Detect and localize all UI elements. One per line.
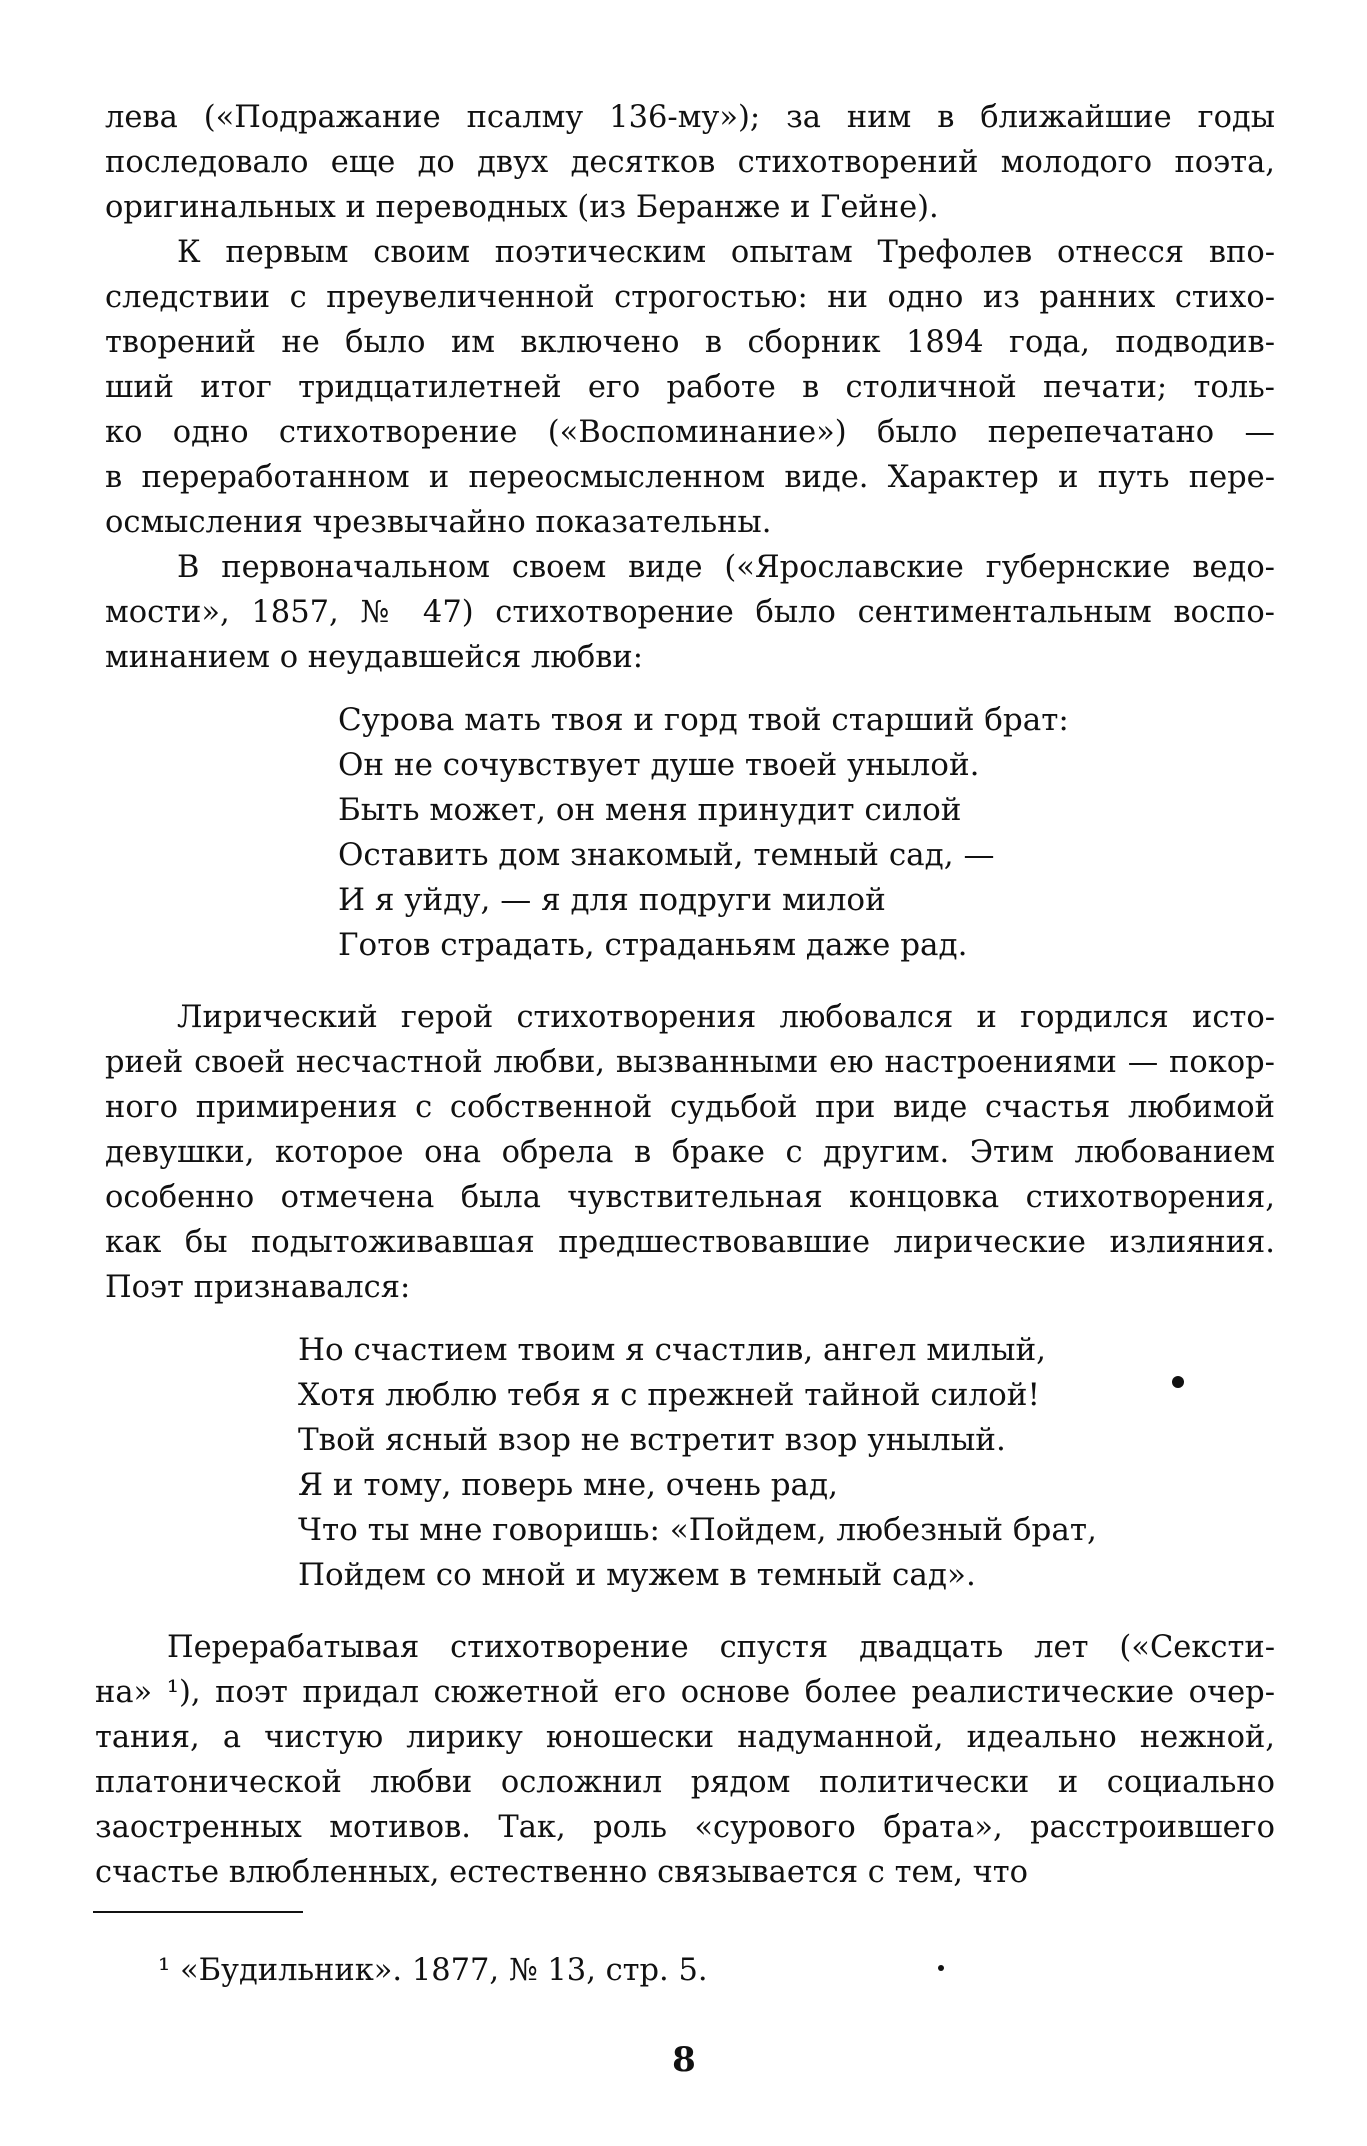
text-line: ко одно стихотворение («Воспоминание») было перепечатано — [105,415,1275,450]
text-line: творений не было им включено в сборник 1894 года, подводив- [105,325,1275,360]
verse-quote-1 [338,698,1069,968]
page-number: 8 [672,2040,696,2080]
text-line: особенно отмечена была чувствительная концовка стихотворения, [105,1180,1275,1215]
footnote-divider [93,1911,303,1913]
verse-line: Готов страдать, страданьям даже рад. [338,927,968,963]
footnote-marker: ¹ [158,1953,171,1988]
footnote-text: «Будильник». 1877, № 13, стр. 5. [179,1953,708,1988]
ink-speck [938,1965,944,1971]
text-line: мости», 1857, № 47) стихотворение было сентиментальным воспо- [105,595,1275,630]
paragraph-1 [105,95,1275,230]
text-line: лева («Подражание псалму 136-му»); за ним в ближайшие годы [105,100,1275,135]
text-line: как бы подытоживавшая предшествовавшие лирические излияния. [105,1225,1275,1260]
text-line: К первым своим поэтическим опытам Трефолев отнесся впо- [177,235,1275,270]
text-line: Поэт признавался: [105,1270,411,1305]
text-line: счастье влюбленных, естественно связывается с тем, что [95,1855,1029,1890]
paragraph-3 [105,545,1275,680]
text-line: оригинальных и переводных (из Беранже и Гейне). [105,190,939,225]
text-line: ший итог тридцатилетней его работе в столичной печати; толь- [105,370,1275,405]
text-line: на» ¹), поэт придал сюжетной его основе более реалистические очер- [95,1675,1275,1710]
text-line: последовало еще до двух десятков стихотворений молодого поэта, [105,145,1275,180]
verse-line: Я и тому, поверь мне, очень рад, [298,1467,838,1503]
verse-quote-2 [298,1328,1097,1598]
verse-line: Он не сочувствует душе твоей унылой. [338,747,980,783]
paragraph-5 [95,1625,1275,1895]
verse-line: Но счастием твоим я счастлив, ангел милый, [298,1332,1046,1368]
text-line: В первоначальном своем виде («Ярославские губернские ведо- [177,550,1275,585]
text-line: Перерабатывая стихотворение спустя двадцать лет («Сексти- [167,1630,1275,1665]
text-line: минанием о неудавшейся любви: [105,640,644,675]
text-line: тания, а чистую лирику юношески надуманной, идеально нежной, [95,1720,1275,1755]
verse-line: Пойдем со мной и мужем в темный сад». [298,1557,976,1593]
verse-line: Быть может, он меня принудит силой [338,792,962,828]
footnote [158,1948,708,1993]
text-line: следствии с преувеличенной строгостью: ни одно из ранних стихо- [105,280,1275,315]
text-line: осмысления чрезвычайно показательны. [105,505,772,540]
verse-line: Хотя люблю тебя я с прежней тайной силой! [298,1377,1040,1413]
text-line: Лирический герой стихотворения любовался и гордился исто- [177,1000,1275,1035]
text-line: заостренных мотивов. Так, роль «сурового брата», расстроившего [95,1810,1275,1845]
text-line: платонической любви осложнил рядом политически и социально [95,1765,1275,1800]
verse-line: Сурова мать твоя и горд твой старший брат: [338,702,1069,738]
ink-speck [1172,1376,1184,1388]
verse-line: И я уйду, — я для подруги милой [338,882,886,918]
verse-line: Оставить дом знакомый, темный сад, — [338,837,995,873]
text-line: девушки, которое она обрела в браке с другим. Этим любованием [105,1135,1275,1170]
paragraph-4 [105,995,1275,1310]
verse-line: Что ты мне говоришь: «Пойдем, любезный брат, [298,1512,1097,1548]
text-line: рией своей несчастной любви, вызванными ею настроениями — покор- [105,1045,1275,1080]
paragraph-2 [105,230,1275,545]
text-line: ного примирения с собственной судьбой при виде счастья любимой [105,1090,1275,1125]
text-line: в переработанном и переосмысленном виде. Характер и путь пере- [105,460,1275,495]
verse-line: Твой ясный взор не встретит взор унылый. [298,1422,1006,1458]
